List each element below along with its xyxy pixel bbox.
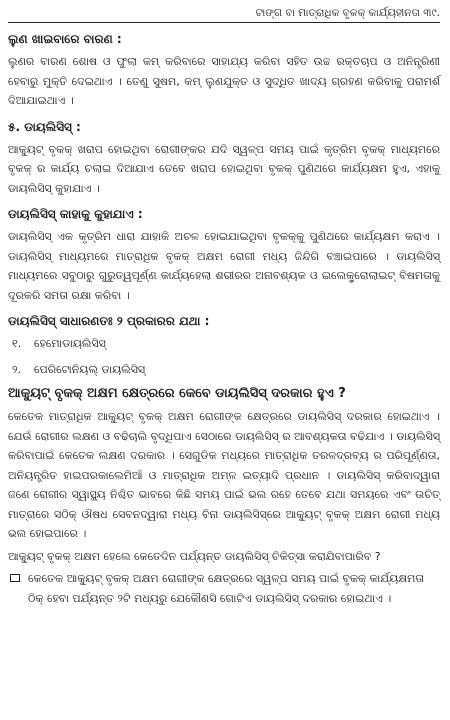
running-header: ଟାଙ୍ଗ ବା ମାତ୍ରାଧିକ ବୃକକ୍ କାର୍ଯ୍ୟହୀନତା ୩୯. [255, 7, 440, 19]
question-duration: ଆକ୍ୟୁଟ୍ ବୃକକ୍ ଅକ୍ଷମ ହେଲେ କେତେଦିନ ପର୍ଯ୍ୟନ୍ତ ଡାୟଲିସିସ୍ ଚିକିତ୍ସା କରାଯିବାପାରିବ ? [8, 549, 381, 563]
bullet-text: କେତେକ ଆକ୍ୟୁଟ୍ ବୃକକ୍ ଅକ୍ଷମ ରୋଗୀଙ୍କ କ୍ଷେତ୍ରରେ ସ୍ୱଳ୍ପ ସମୟ ପାଇଁ ବୃକକ୍ କାର୍ଯ୍ୟକ୍ଷମତା ଠିକ୍ ହେବା ପର୍ଯ୍ୟନ୍ତ ୨ଟି ମଧ୍ୟରୁ ଯେକୌଣସି ଗୋଟିଏ ଡାୟଲିସିସ୍ ଦରକାର ହୋଇଥାଏ । [28, 572, 425, 605]
paragraph-what-is-dialysis: ଡାୟଲିସିସ୍ ଏକ କୃତ୍ରିମ ଧାରା ଯାହାକି ଅଚଳ ହୋଇଯାଇଥିବା ବୃକକ୍‌କୁ ପୁଣିଥରେ କାର୍ଯ୍ୟକ୍ଷମ କରାଏ । ଡାୟଲିସିସ୍ ମାଧ୍ୟମରେ ମାତ୍ରାଧିକ ବୃକକ୍ ଅକ୍ଷମ ରୋଗୀ ମଧ୍ୟ ଜିନ୍ଦିଗି ବଞ୍ଚାଇପାରେ । ଡାୟଲିସିସ୍ ମାଧ୍ୟମରେ ସବୁଠାରୁ ଗୁରୁତ୍ୱପୂର୍ଣ୍ଣ କାର୍ଯ୍ୟହେଲା ଶରୀରର ଅନାବଶ୍ୟକ ଓ ଇଲେକ୍ଟ୍ରୋଲାଇଟ୍ ବିଷମତାକୁ ଦୂରକରି ସମତା ରକ୍ଷା କରିବା । [8, 230, 440, 302]
header-rule [8, 22, 440, 23]
paragraph-salt: ଲୁଣର ବାରଣ ଶୋଷ ଓ ଫୁଲା କମ୍ କରିବାରେ ସାହାଯ୍ୟ କରିବା ସହିତ ଉଚ୍ଚ ରକ୍ତଚାପ ଓ ଅନିନ୍ତ୍ରିଣୀ ହେବାରୁ ମୁକ୍ତି ଦେଇଥାଏ । ତେଣୁ ସୁଷମ, କମ୍ ଲୁଣଯୁକ୍ତ ଓ ସୁଦ୍ଧିତ ଖାଦ୍ୟ ଗ୍ରହଣ କରିବାକୁ ପରାମର୍ଶ ଦିଆଯାଇଥାଏ । [8, 55, 440, 107]
section-heading-salt: ଲୁଣ ଖାଇବାରେ ବାରଣ : [8, 32, 122, 46]
list-number: ୨. [12, 363, 21, 376]
checkbox-bullet-icon [10, 574, 20, 582]
list-number: ୧. [12, 337, 22, 350]
section-heading-dialysis-types: ଡାୟଲିସିସ୍ ସାଧାରଣତଃ ୨ ପ୍ରକାରର ଯଥା : [8, 314, 210, 328]
bullet-item [8, 569, 440, 608]
section-heading-what-is-dialysis: ଡାୟଲିସିସ୍ କାହାକୁ କୁହାଯାଏ : [8, 207, 143, 221]
list-item [8, 360, 440, 379]
section-heading-when-dialysis: ଆକ୍ୟୁଟ୍ ବୃକକ୍ ଅକ୍ଷମ କ୍ଷେତ୍ରରେ କେବେ ଡାୟଲିସିସ୍ ଦରକାର ହୁଏ ? [8, 386, 346, 401]
paragraph-when-dialysis: କେତେକ ମାତ୍ରାଧିକ ଆକ୍ୟୁଟ୍ ବୃକକ୍ ଅକ୍ଷମ ରୋଗୀଙ୍କ କ୍ଷେତ୍ରରେ ଡାୟଲିସିସ୍ ଦରକାର ହୋଇଥାଏ । ଯେଉଁ ରୋଗୀର ଲକ୍ଷଣ ଓ ବଢିଚାଲି ବୃଦ୍ଧିପାଏ ସେଠାରେ ଡାୟଲିସିସ୍ ର ଆବଶ୍ୟକତା ବଢିଯାଏ । ଡାୟଲିସିସ୍ କରିବାପାଇଁ କେତେକ ଲକ୍ଷଣ ଦରକାର । ସେଗୁଡିକ ମଧ୍ୟରେ ମାତ୍ରାଧିକ ତରଳଦ୍ରବ୍ୟ ର ପରିପୂର୍ଣ୍ଣତା, ଅନିୟନ୍ତ୍ରିତ ହାଇପରକାଲେମିଆଁ ଓ ମାତ୍ରାଧିକ ଅମ୍ଳ ଇତ୍ୟାଦି ପ୍ରଧାନ । ଡାୟଲିସିସ୍ କରିବାଦ୍ୱାରା ଜଣେ ରୋଗୀର ସ୍ୱାସ୍ଥ୍ୟ ନିଶ୍ଚିତ ଭାବରେ କିଛି ସମୟ ପାଇଁ ଭଲ ରହେ ତେବେ ଯଥା ସମୟରେ ଏବଂ ଉଚିତ୍ ମାତ୍ରାରେ ସଠିକ୍ ଔଷଧ ସେବନଦ୍ୱାରା ମଧ୍ୟ ବିନା ଡାୟଲିସିସ୍‌ରେ ଆକ୍ୟୁଟ୍ ବୃକକ୍ ଅକ୍ଷମ ରୋଗୀ ମଧ୍ୟ ଭଲ ହୋଇପାରେ । [8, 410, 440, 540]
list-text: ପେରିଟୋନିୟଲ୍ ଡାୟଲିସିସ୍ [34, 363, 146, 376]
list-item [8, 334, 440, 353]
paragraph-dialysis: ଆକ୍ୟୁଟ୍ ବୃକକ୍ ଖରାପ ହୋଇଥିବା ରୋଗୀଙ୍କର ଯଦି ସ୍ୱଳ୍ପ ସମୟ ପାଇଁ କୃତ୍ରିମ ବୃକକ୍ ମାଧ୍ୟମରେ ବୃକକ୍ ର କାର୍ଯ୍ୟ ଚଲାଇ ଦିଆଯାଏ ତେବେ ଖରାପ ହୋଇଥିବା ବୃକକ୍ ପୁଣିଥରେ କାର୍ଯ୍ୟକ୍ଷମ ହୁଏ, ଏହାକୁ ଡାୟଲିସିସ୍ କୁହାଯାଏ । [8, 142, 440, 195]
list-text: ହେମୋଡାୟଲିସିସ୍ [34, 337, 106, 350]
section-heading-dialysis: ୫. ଡାୟଲିସିସ୍ : [8, 119, 81, 134]
